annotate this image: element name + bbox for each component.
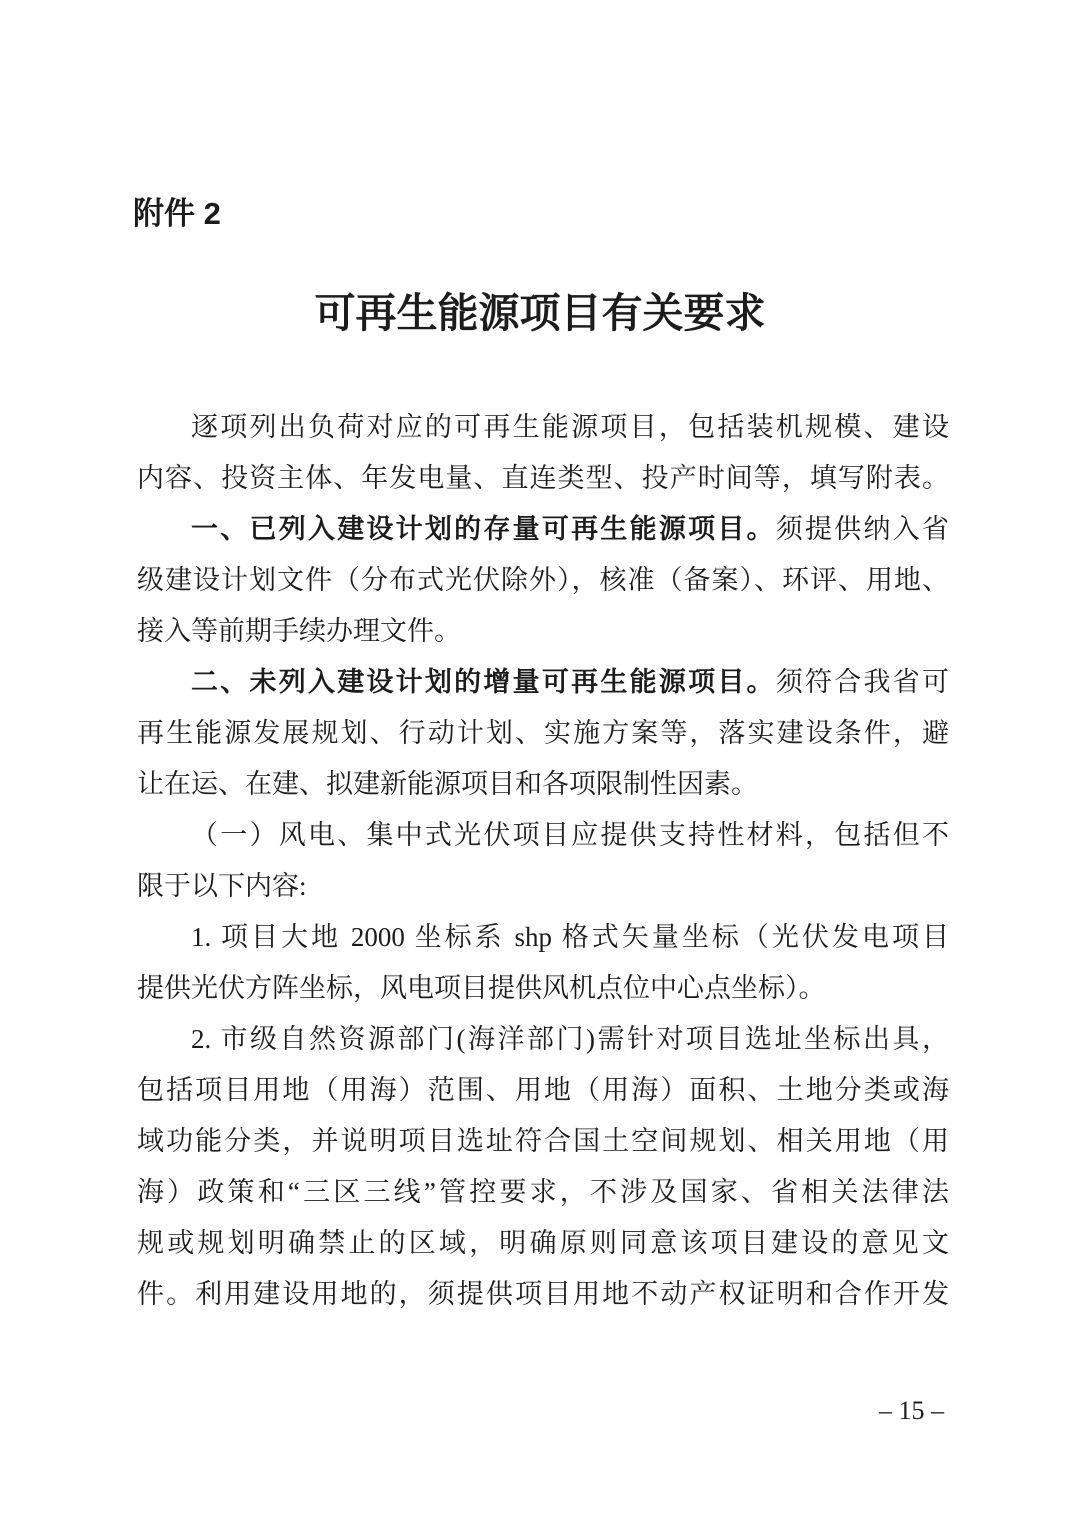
text-line [137,861,949,912]
document-title: 可再生能源项目有关要求 [314,290,766,336]
text-segment: 须提供纳入省 [775,514,950,544]
text-segment-bold: 二、未列入建设计划的增量可再生能源项目。 [191,667,776,697]
text-line [137,810,949,861]
text-line [137,1014,949,1065]
text-segment: 包括项目用地（用海）范围、用地（用海）面积、土地分类或海 [137,1075,949,1105]
text-segment: 须符合我省可 [775,667,950,697]
text-line [137,453,949,504]
attachment-label: 附件 2 [133,196,221,231]
text-line [137,402,949,453]
text-segment: 1. 项目大地 2000 坐标系 shp 格式矢量坐标（光伏发电项目 [191,922,949,952]
text-segment: 海）政策和“三区三线”管控要求，不涉及国家、省相关法律法 [137,1177,949,1207]
text-line [137,657,949,708]
text-segment: 让在运、在建、拟建新能源项目和各项限制性因素。 [137,769,758,799]
text-line [137,1065,949,1116]
text-line [137,1116,949,1167]
text-segment: 逐项列出负荷对应的可再生能源项目，包括装机规模、建设 [191,412,949,442]
text-segment: 规或规划明确禁止的区域，明确原则同意该项目建设的意见文 [137,1228,949,1258]
text-line [137,606,949,657]
text-line [137,1167,949,1218]
text-line [137,504,949,555]
text-line [137,1218,949,1269]
text-segment: 级建设计划文件（分布式光伏除外），核准（备案）、环评、用地、 [137,565,949,595]
text-segment: 2. 市级自然资源部门(海洋部门)需针对项目选址坐标出具， [191,1024,949,1054]
text-line [137,963,949,1014]
text-segment: 域功能分类，并说明项目选址符合国土空间规划、相关用地（用 [137,1126,949,1156]
text-segment: 限于以下内容: [137,871,307,901]
text-segment-bold: 一、已列入建设计划的存量可再生能源项目。 [191,514,776,544]
page-number: – 15 – [879,1396,944,1425]
text-segment: 提供光伏方阵坐标，风电项目提供风机点位中心点坐标）。 [137,973,826,1003]
text-segment: 再生能源发展规划、行动计划、实施方案等，落实建设条件，避 [137,718,949,748]
text-segment: 内容、投资主体、年发电量、直连类型、投产时间等，填写附表。 [137,463,949,493]
text-line [137,555,949,606]
text-segment: 件。利用建设用地的，须提供项目用地不动产权证明和合作开发 [137,1279,949,1309]
text-line [137,1269,949,1320]
text-line [137,708,949,759]
text-segment: （一）风电、集中式光伏项目应提供支持性材料，包括但不 [191,820,949,850]
text-line [137,912,949,963]
text-segment: 接入等前期手续办理文件。 [137,616,461,646]
text-line [137,759,949,810]
document-body [137,402,949,1320]
